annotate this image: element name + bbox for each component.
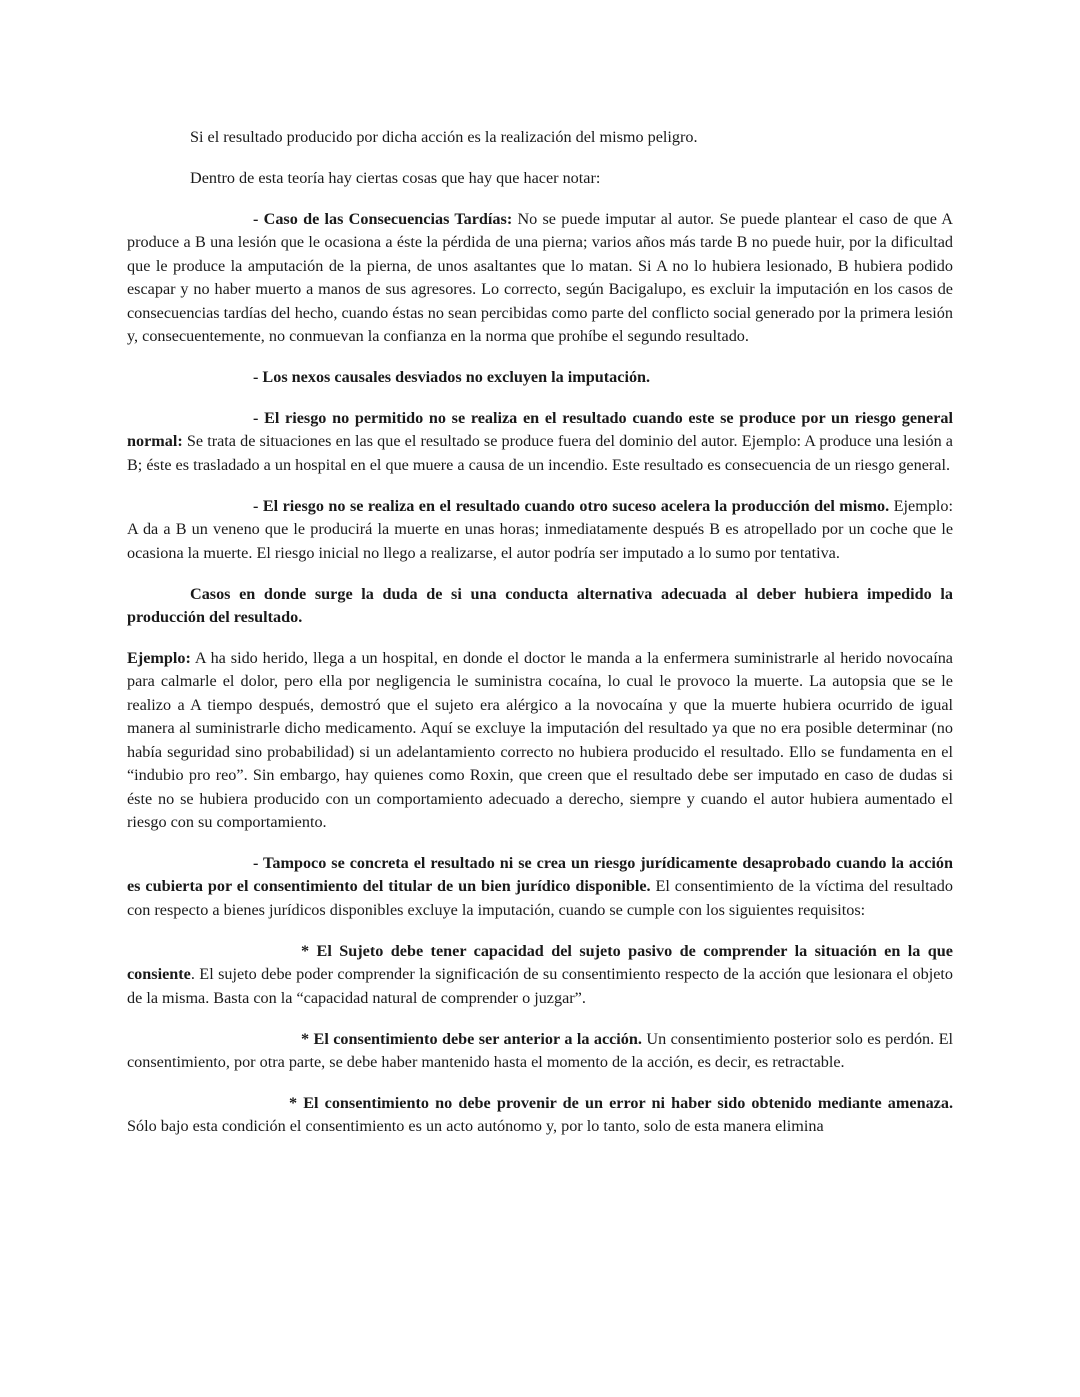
paragraph-text: No se puede imputar al autor. Se puede plantear el caso de que A produce a B una lesión que le ocasiona a éste la pérdida de una pierna; varios años más tarde B no puede huir, por la dificultad que le produce la amputación de la pierna, de unos asaltantes que lo matan. Si A no lo hubiera lesionado, B hubiera podido escapar y no haber muerto a manos de sus agresores. Lo correcto, según Bacigalupo, es excluir la imputación en los casos de consecuencias tardías del hecho, cuando éstas no sean percibidas como parte del conflicto social generado por la primera lesión y, consecuentemente, no conmuevan la confianza en la norma que prohíbe el segundo resultado. xyxy=(127,210,953,346)
paragraph-text: A ha sido herido, llega a un hospital, en donde el doctor le manda a la enfermera suministrarle al herido novocaína para calmarle el dolor, pero ella por negligencia le suministra cocaína, lo cual le provoco la muerte. La autopsia que se le realizo a A tiempo después, demostró que el sujeto era alérgico a la novocaína y que la muerte hubiera ocurrido de igual manera al suministrarle dicho medicamento. Aquí se excluye la imputación del resultado ya que no era posible determinar (no había seguridad sino probabilidad) si un adelantamiento correcto no hubiera producido el resultado. Ello se fundamenta en el “indubio pro reo”. Sin embargo, hay quienes como Roxin, que creen que el resultado debe ser imputado en caso de dudas si éste no se hubiera producido con un comportamiento adecuado a derecho, siempre y cuando el autor hubiera aumentado el riesgo con su comportamiento. xyxy=(127,649,953,831)
paragraph-text: Se trata de situaciones en las que el resultado se produce fuera del dominio del autor. Ejemplo: A produce una lesión a B; éste es trasladado a un hospital en el que muere a causa de un incendio. Este resultado es consecuencia de un riesgo general. xyxy=(127,432,953,474)
paragraph-text: Sólo bajo esta condición el consentimiento es un acto autónomo y, por lo tanto, solo de esta manera elimina xyxy=(127,1117,824,1136)
paragraph-consentimiento xyxy=(127,852,953,922)
paragraph-heading: - Los nexos causales desviados no excluyen la imputación. xyxy=(253,368,651,387)
paragraph-heading: * El consentimiento no debe provenir de un error ni haber sido obtenido mediante amenaza. xyxy=(289,1093,953,1112)
paragraph-heading: * El consentimiento debe ser anterior a la acción. xyxy=(301,1029,642,1048)
paragraph-heading: * El Sujeto debe tener capacidad del sujeto pasivo de comprender la situación en la que consiente xyxy=(127,941,953,984)
paragraph-otro-suceso xyxy=(127,495,953,565)
paragraph-text: Ejemplo: A da a B un veneno que le producirá la muerte en unas horas; inmediatamente después B es atropellado por un coche que le ocasiona la muerte. El riesgo inicial no llego a realizarse, el autor podría ser imputado a lo sumo por tentativa. xyxy=(127,496,954,562)
paragraph-heading: - Tampoco se concreta el resultado ni se crea un riesgo jurídicamente desaprobado cuando la acción es cubierta por el consentimiento del titular de un bien jurídico disponible. xyxy=(127,853,953,896)
paragraph-consecuencias-tardias xyxy=(127,208,953,348)
paragraph-nexos-causales xyxy=(127,366,953,389)
paragraph-text: . El sujeto debe poder comprender la significación de su consentimiento respecto de la acción que lesionara el objeto de la misma. Basta con la “capacidad natural de comprender o juzgar”. xyxy=(127,965,953,1007)
paragraph-1 xyxy=(127,126,953,149)
paragraph-requisito-error xyxy=(127,1092,953,1139)
paragraph-text: El consentimiento de la víctima del resultado con respecto a bienes jurídicos disponibles excluye la imputación, cuando se cumple con los siguientes requisitos: xyxy=(127,877,953,919)
paragraph-text: Dentro de esta teoría hay ciertas cosas que hay que hacer notar: xyxy=(190,169,601,187)
paragraph-requisito-capacidad xyxy=(127,940,953,1010)
paragraph-text: Un consentimiento posterior solo es perdón. El consentimiento, por otra parte, se debe haber mantenido hasta el momento de la acción, es decir, es retractable. xyxy=(127,1029,953,1071)
paragraph-heading: - Caso de las Consecuencias Tardías: xyxy=(253,210,513,228)
paragraph-heading: - El riesgo no se realiza en el resultado cuando otro suceso acelera la producción del mismo. xyxy=(253,496,890,515)
paragraph-heading: Ejemplo: xyxy=(127,649,191,668)
paragraph-casos-duda xyxy=(127,583,953,630)
paragraph-heading: Casos en donde surge la duda de si una conducta alternativa adecuada al deber hubiera impedido la producción del resultado. xyxy=(127,584,953,627)
paragraph-ejemplo xyxy=(127,647,953,834)
paragraph-riesgo-general xyxy=(127,407,953,477)
paragraph-text: Si el resultado producido por dicha acción es la realización del mismo peligro. xyxy=(190,128,698,146)
paragraph-heading: - El riesgo no permitido no se realiza en el resultado cuando este se produce por un riesgo general normal: xyxy=(127,409,953,451)
document-page xyxy=(127,126,953,1156)
paragraph-requisito-anterior xyxy=(127,1028,953,1075)
paragraph-2 xyxy=(127,167,953,190)
